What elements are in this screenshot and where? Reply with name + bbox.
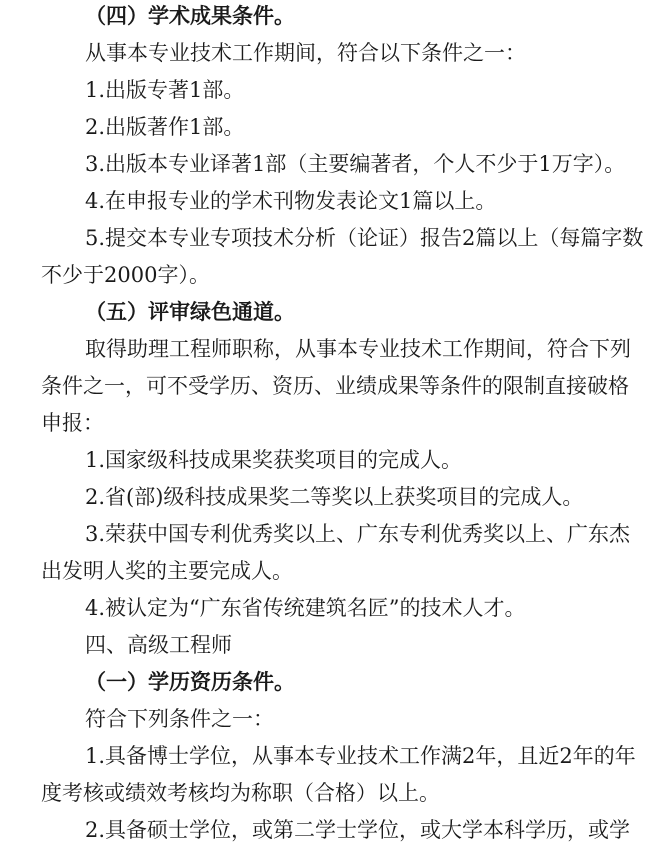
section-heading-senior-engineer: 四、高级工程师 xyxy=(85,633,232,657)
list-item: 3.荣获中国专利优秀奖以上、广东专利优秀奖以上、广东杰 xyxy=(85,522,631,546)
subheading-green-channel: （五）评审绿色通道。 xyxy=(85,300,295,324)
list-item: 3.出版本专业译著1部（主要编著者，个人不少于1万字）。 xyxy=(85,152,626,176)
subheading-education-qualifications: （一）学历资历条件。 xyxy=(85,670,295,694)
list-item: 5.提交本专业专项技术分析（论证）报告2篇以上（每篇字数 xyxy=(85,226,644,250)
list-item: 2.具备硕士学位，或第二学士学位，或大学本科学历，或学 xyxy=(85,818,631,842)
list-item: 1.国家级科技成果奖获奖项目的完成人。 xyxy=(85,448,463,472)
paragraph-line: 从事本专业技术工作期间，符合以下条件之一： xyxy=(85,41,526,65)
list-item-continuation: 度考核或绩效考核均为称职（合格）以上。 xyxy=(41,781,440,805)
list-item: 4.被认定为“广东省传统建筑名匠”的技术人才。 xyxy=(85,596,526,620)
list-item: 2.出版著作1部。 xyxy=(85,115,245,139)
paragraph-line: 取得助理工程师职称，从事本专业技术工作期间，符合下列 xyxy=(85,337,631,361)
paragraph-continuation: 申报： xyxy=(41,411,104,435)
paragraph-continuation: 条件之一，可不受学历、资历、业绩成果等条件的限制直接破格 xyxy=(41,374,629,398)
list-item-continuation: 出发明人奖的主要完成人。 xyxy=(41,559,293,583)
list-item-continuation: 不少于2000字）。 xyxy=(41,263,210,287)
subheading-academic-achievements: （四）学术成果条件。 xyxy=(85,4,295,28)
list-item: 4.在申报专业的学术刊物发表论文1篇以上。 xyxy=(85,189,497,213)
list-item: 2.省(部)级科技成果奖二等奖以上获奖项目的完成人。 xyxy=(85,485,584,509)
paragraph-line: 符合下列条件之一： xyxy=(85,707,274,731)
list-item: 1.出版专著1部。 xyxy=(85,78,245,102)
list-item: 1.具备博士学位，从事本专业技术工作满2年，且近2年的年 xyxy=(85,744,636,768)
